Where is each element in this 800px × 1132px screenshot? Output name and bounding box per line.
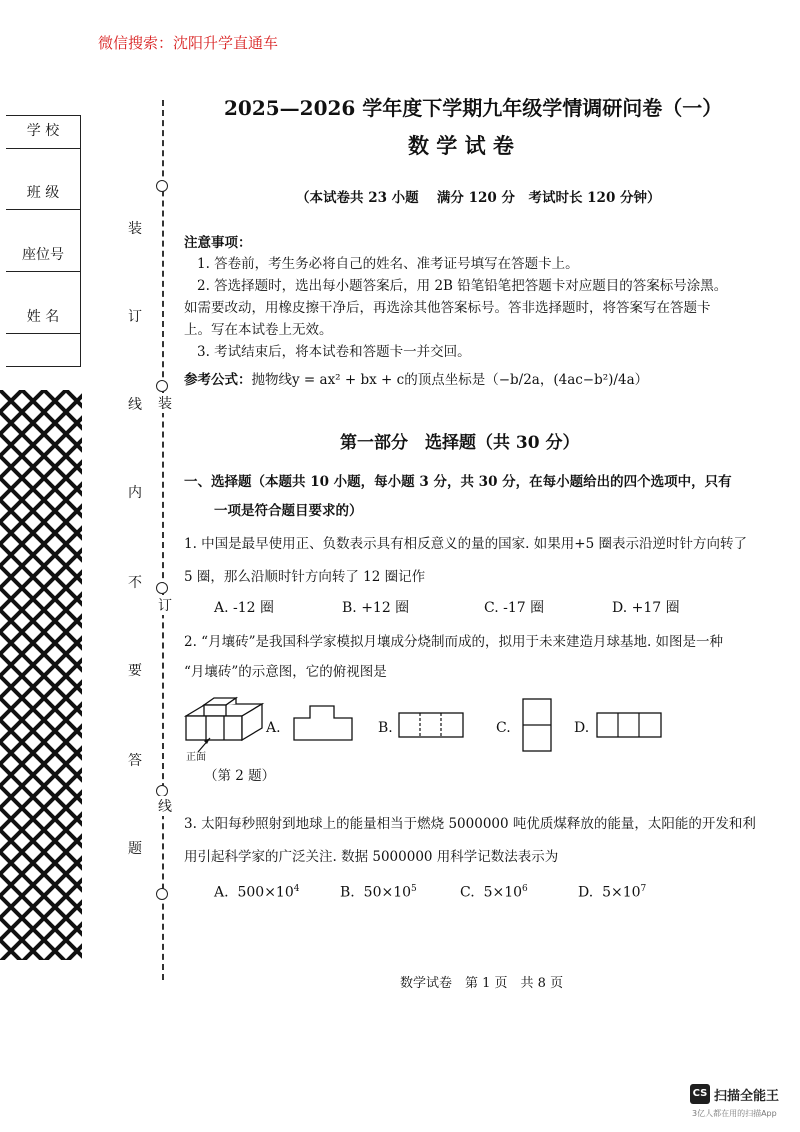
front-view-label: 正面	[186, 752, 206, 763]
q3-option-a[interactable]: A. $500\times 10^4$	[214, 884, 300, 901]
q2-option-c-figure[interactable]	[522, 698, 552, 752]
q1-option-b[interactable]: B. +12 圈	[342, 600, 410, 616]
section-instruction-line2: 一项是符合题目要求的）	[214, 503, 363, 519]
binding-hole	[156, 888, 168, 900]
note-line-2: 2. 答选择题时，选出每小题答案后，用 2B 铅笔铅笔把答题卡对应题目的答案标号涂黑。	[197, 278, 728, 294]
q2-option-d-figure[interactable]	[596, 712, 662, 738]
bind-char-5: 不	[128, 575, 142, 591]
crosshatch-pattern	[0, 390, 82, 960]
line-char-1: 装	[158, 393, 172, 413]
bind-char-7: 答	[128, 753, 142, 769]
bind-char-4: 内	[128, 485, 142, 501]
figure-caption: （第 2 题）	[204, 768, 276, 784]
q3-option-d[interactable]: D. $5\times 10^7$	[578, 884, 647, 901]
scanner-tagline: 3亿人都在用的扫描App	[692, 1109, 777, 1118]
part1-title: 第一部分 选择题（共 30 分）	[340, 433, 580, 453]
q3-line2: 用引起科学家的广泛关注. 数据 5000000 用科学记数法表示为	[184, 849, 559, 865]
binding-hole	[156, 582, 168, 594]
scanner-logo	[690, 1084, 795, 1124]
note-line-3: 如需要改动，用橡皮擦干净后，再选涂其他答案标号。答非选择题时，将答案写在答题卡	[184, 300, 711, 316]
binding-dashed-line	[162, 100, 164, 980]
note-line-1: 1. 答卷前，考生务必将自己的姓名、准考证号填写在答题卡上。	[197, 256, 579, 272]
page-footer: 数学试卷 第 1 页 共 8 页	[400, 976, 564, 991]
seat-number-label: 座位号	[22, 247, 64, 263]
scanner-name: 扫描全能王	[714, 1089, 780, 1104]
school-label: 学 校	[26, 123, 60, 139]
q1-line1: 1. 中国是最早使用正、负数表示具有相反意义的量的国家. 如果用+5 圈表示沿逆时针方向转了	[184, 536, 747, 552]
q2-option-d-label[interactable]: D.	[574, 720, 590, 736]
q2-line1: 2. “月壤砖”是我国科学家模拟月壤成分烧制而成的，拟用于未来建造月球基地. 如图是一种	[184, 634, 724, 650]
binding-hole	[156, 380, 168, 392]
scanner-logo-icon: CS	[690, 1084, 710, 1104]
q2-option-b-label[interactable]: B.	[378, 720, 393, 736]
q1-line2: 5 圈，那么沿顺时针方向转了 12 圈记作	[184, 569, 426, 585]
bind-char-6: 要	[128, 663, 142, 679]
bind-char-3: 线	[128, 397, 142, 413]
note-line-4: 上。写在本试卷上无效。	[184, 322, 333, 338]
q2-line2: “月壤砖”的示意图，它的俯视图是	[184, 664, 387, 680]
notes-heading: 注意事项：	[184, 235, 252, 251]
subject-title: 数 学 试 卷	[408, 133, 514, 158]
name-label: 姓 名	[26, 309, 60, 325]
q1-option-d[interactable]: D. +17 圈	[612, 600, 680, 616]
watermark-text: 微信搜索：沈阳升学直通车	[98, 34, 279, 52]
reference-formula: 参考公式：抛物线y = ax² + bx + c的顶点坐标是（−b/2a，(4ac−b²)/4a）	[184, 372, 649, 388]
q2-option-a-label[interactable]: A.	[266, 720, 281, 736]
q2-option-c-label[interactable]: C.	[496, 720, 511, 736]
bind-char-2: 订	[128, 309, 142, 325]
q3-line1: 3. 太阳每秒照射到地球上的能量相当于燃烧 5000000 吨优质煤释放的能量，太阳能的开发和利	[184, 816, 756, 832]
exam-info: （本试卷共 23 小题 满分 120 分 考试时长 120 分钟）	[296, 190, 661, 206]
note-line-5: 3. 考试结束后，将本试卷和答题卡一并交回。	[197, 344, 471, 360]
class-label: 班 级	[26, 185, 60, 201]
q2-option-b-figure[interactable]	[398, 712, 464, 738]
binding-hole	[156, 180, 168, 192]
line-char-2: 订	[158, 595, 172, 615]
q3-option-c[interactable]: C. $5\times 10^6$	[460, 884, 528, 901]
line-char-3: 线	[158, 796, 172, 816]
exam-title: 2025—2026 学年度下学期九年级学情调研问卷（一）	[224, 96, 723, 120]
q3-option-b[interactable]: B. $50\times 10^5$	[340, 884, 417, 901]
section-instruction-line1: 一、选择题（本题共 10 小题，每小题 3 分，共 30 分，在每小题给出的四个选项中，只有	[184, 474, 732, 490]
q1-option-a[interactable]: A. -12 圈	[214, 600, 275, 616]
q2-option-a-figure[interactable]	[292, 704, 354, 742]
student-info-table	[6, 115, 81, 367]
q1-option-c[interactable]: C. -17 圈	[484, 600, 545, 616]
bind-char-1: 装	[128, 221, 142, 237]
bind-char-8: 题	[128, 841, 142, 857]
